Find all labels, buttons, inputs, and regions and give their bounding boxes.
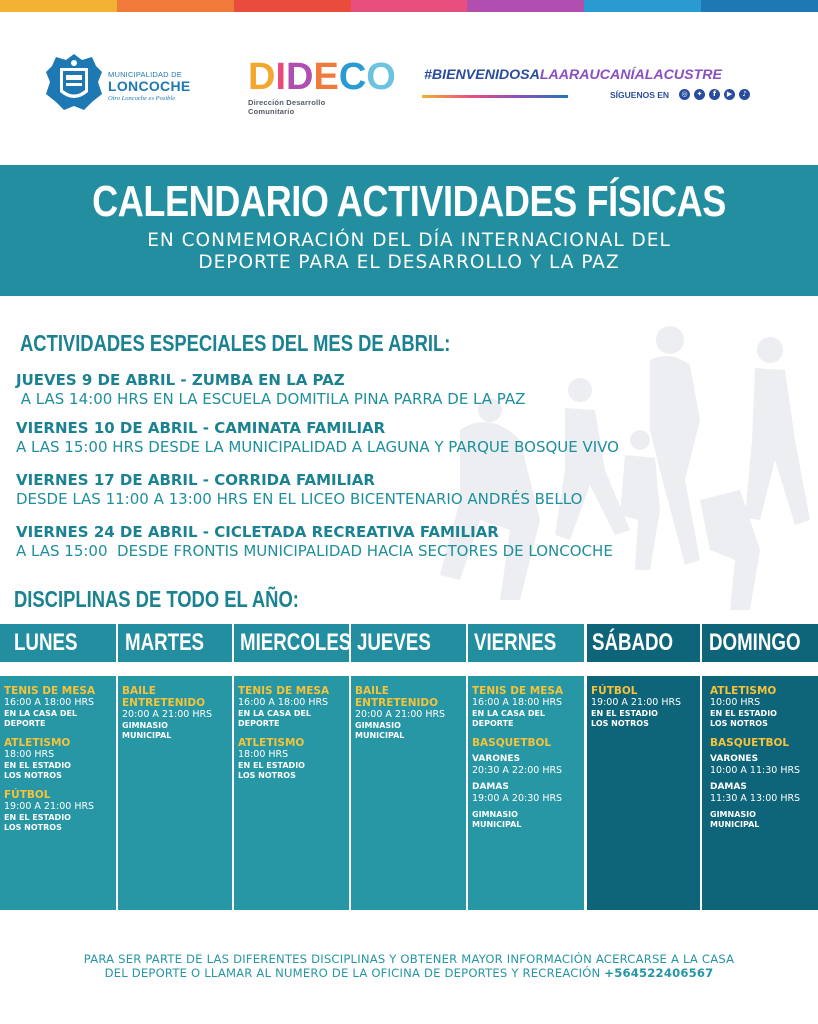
day-divider bbox=[116, 624, 118, 662]
event-title: VIERNES 24 DE ABRIL - CICLETADA RECREATIVA FAMILIAR bbox=[16, 523, 499, 541]
stripe bbox=[234, 0, 351, 12]
social-follow bbox=[610, 89, 750, 100]
event-title: JUEVES 9 DE ABRIL - ZUMBA EN LA PAZ bbox=[16, 371, 345, 389]
activity-place: MUNICIPAL bbox=[122, 730, 172, 740]
contact-phone[interactable]: +564522406567 bbox=[604, 966, 714, 980]
activity-group: VARONES bbox=[472, 754, 521, 764]
activity-time: 20:00 A 21:00 HRS bbox=[355, 709, 446, 720]
hashtag bbox=[424, 67, 722, 83]
activity-name: ATLETISMO bbox=[4, 737, 71, 749]
activity-time: 16:00 A 18:00 HRS bbox=[472, 697, 563, 708]
hashtag-highlight: LAARAUCANÍALACUSTRE bbox=[539, 67, 722, 83]
event-description: A LAS 15:00 DESDE FRONTIS MUNICIPALIDAD HACIA SECTORES DE LONCOCHE bbox=[16, 542, 613, 560]
activity-name: ATLETISMO bbox=[238, 737, 305, 749]
day-label: JUEVES bbox=[357, 629, 431, 656]
day-header-viernes bbox=[474, 624, 579, 662]
municipality-label: MUNICIPALIDAD DE bbox=[108, 70, 182, 79]
activity-place: EN EL ESTADIO bbox=[4, 761, 71, 770]
hashtag-prefix: #BIENVENIDOSA bbox=[424, 67, 540, 83]
dideco-wordmark bbox=[248, 56, 396, 98]
title-banner bbox=[0, 165, 818, 296]
event-description: DESDE LAS 11:00 A 13:00 HRS EN EL LICEO BICENTENARIO ANDRÉS BELLO bbox=[16, 490, 583, 508]
day-divider bbox=[584, 624, 587, 662]
athletes-silhouette-image bbox=[400, 320, 818, 620]
schedule-column-domingo bbox=[702, 676, 818, 910]
activity-name: BAILE bbox=[355, 685, 389, 697]
dideco-letter: E bbox=[313, 56, 339, 98]
activity-time: 10:00 HRS bbox=[710, 697, 761, 708]
activity-time: 10:00 A 11:30 HRS bbox=[710, 765, 801, 776]
footer-line2-text: DEL DEPORTE O LLAMAR AL NUMERO DE LA OFICINA DE DEPORTES Y RECREACIÓN bbox=[104, 966, 605, 980]
activity-place: EN LA CASA DEL bbox=[238, 709, 312, 718]
activity-place: LOS NOTROS bbox=[4, 822, 62, 832]
activity-name: TENIS DE MESA bbox=[472, 685, 564, 697]
footer-line2 bbox=[20, 966, 798, 980]
activity-time: 19:00 A 20:30 HRS bbox=[472, 793, 563, 804]
activity-time: 20:30 A 22:00 HRS bbox=[472, 765, 563, 776]
day-header-sabado bbox=[592, 624, 696, 662]
activity-group: DAMAS bbox=[472, 782, 509, 792]
day-label: LUNES bbox=[14, 629, 78, 656]
activity-name: TENIS DE MESA bbox=[4, 685, 96, 697]
stripe bbox=[0, 0, 117, 12]
municipality-slogan: Otro Loncoche es Posible bbox=[108, 95, 176, 102]
activity-place: LOS NOTROS bbox=[238, 770, 296, 780]
dideco-letter: C bbox=[338, 56, 367, 98]
dideco-letter: D bbox=[286, 56, 314, 98]
youtube-icon[interactable]: ▶ bbox=[724, 89, 735, 100]
schedule-column-viernes bbox=[468, 676, 584, 910]
activity-name: BAILE bbox=[122, 685, 156, 697]
day-header-lunes bbox=[14, 624, 95, 662]
schedule-column-lunes bbox=[0, 676, 116, 910]
activity-place: GIMNASIO bbox=[472, 810, 518, 819]
activity-place: EN EL ESTADIO bbox=[4, 813, 71, 822]
activity-place: EN EL ESTADIO bbox=[710, 709, 777, 718]
instagram-icon[interactable]: ◎ bbox=[679, 89, 690, 100]
activity-group: VARONES bbox=[710, 754, 759, 764]
activity-name: ATLETISMO bbox=[710, 685, 777, 697]
hashtag-underline bbox=[422, 95, 568, 98]
dideco-letter: I bbox=[275, 56, 287, 98]
activity-time: 16:00 A 18:00 HRS bbox=[238, 697, 329, 708]
footer-line1: PARA SER PARTE DE LAS DIFERENTES DISCIPLINAS Y OBTENER MAYOR INFORMACIÓN ACERCARSE A LA CASA bbox=[83, 952, 735, 966]
day-divider bbox=[700, 624, 702, 662]
activity-name: BASQUETBOL bbox=[710, 737, 790, 749]
event-description: A LAS 15:00 HRS DESDE LA MUNICIPALIDAD A LAGUNA Y PARQUE BOSQUE VIVO bbox=[16, 438, 619, 456]
dideco-logo bbox=[248, 56, 396, 116]
activity-time: 16:00 A 18:00 HRS bbox=[4, 697, 95, 708]
municipality-name: LONCOCHE bbox=[108, 78, 191, 94]
day-divider bbox=[466, 624, 468, 662]
activity-place: DEPORTE bbox=[238, 718, 280, 728]
activity-place: GIMNASIO bbox=[355, 721, 401, 730]
activity-place: MUNICIPAL bbox=[355, 730, 405, 740]
stripe bbox=[351, 0, 468, 12]
activity-place: EN EL ESTADIO bbox=[238, 761, 305, 770]
tiktok-icon[interactable]: ♪ bbox=[739, 89, 750, 100]
day-label: VIERNES bbox=[474, 629, 557, 656]
stripe bbox=[117, 0, 234, 12]
activity-time: 19:00 A 21:00 HRS bbox=[591, 697, 682, 708]
activity-place: EN LA CASA DEL bbox=[472, 709, 546, 718]
schedule-column-jueves bbox=[351, 676, 466, 910]
activity-place: EN EL ESTADIO bbox=[591, 709, 658, 718]
activity-place: LOS NOTROS bbox=[4, 770, 62, 780]
activity-place: DEPORTE bbox=[472, 718, 514, 728]
event-title: VIERNES 10 DE ABRIL - CAMINATA FAMILIAR bbox=[16, 419, 386, 437]
day-header-jueves bbox=[357, 624, 452, 662]
event-item bbox=[16, 371, 525, 408]
activity-name: TENIS DE MESA bbox=[238, 685, 330, 697]
day-label: MARTES bbox=[125, 629, 205, 656]
follow-label: SÍGUENOS EN bbox=[610, 89, 670, 100]
activity-group: DAMAS bbox=[710, 782, 747, 792]
event-item bbox=[16, 523, 613, 560]
day-divider bbox=[232, 624, 234, 662]
day-label: DOMINGO bbox=[709, 629, 801, 656]
event-item bbox=[16, 471, 582, 508]
stripe bbox=[467, 0, 584, 12]
activity-name: ENTRETENIDO bbox=[355, 697, 439, 709]
municipality-logo bbox=[44, 52, 194, 116]
activity-time: 18:00 HRS bbox=[4, 749, 55, 760]
day-label: MIERCOLES bbox=[240, 629, 352, 656]
activity-time: 18:00 HRS bbox=[238, 749, 289, 760]
top-color-stripes bbox=[0, 0, 818, 12]
twitter-icon[interactable]: ✦ bbox=[694, 89, 705, 100]
activity-place: EN LA CASA DEL bbox=[4, 709, 78, 718]
activity-place: GIMNASIO bbox=[122, 721, 168, 730]
activity-place: DEPORTE bbox=[4, 718, 46, 728]
schedule-column-sabado bbox=[587, 676, 700, 910]
activity-time: 19:00 A 21:00 HRS bbox=[4, 801, 95, 812]
activity-name: ENTRETENIDO bbox=[122, 697, 206, 709]
day-header-domingo bbox=[709, 624, 818, 662]
day-label: SÁBADO bbox=[592, 629, 674, 656]
stripe bbox=[584, 0, 701, 12]
activity-place: MUNICIPAL bbox=[472, 819, 522, 829]
event-title: VIERNES 17 DE ABRIL - CORRIDA FAMILIAR bbox=[16, 471, 375, 489]
footer-info bbox=[20, 952, 798, 980]
activity-name: FÚTBOL bbox=[591, 685, 638, 697]
municipality-crest-icon bbox=[44, 52, 104, 114]
weekday-header-row bbox=[0, 624, 818, 662]
activity-place: LOS NOTROS bbox=[710, 718, 768, 728]
activity-place: LOS NOTROS bbox=[591, 718, 649, 728]
event-description: A LAS 14:00 HRS EN LA ESCUELA DOMITILA PINA PARRA DE LA PAZ bbox=[16, 390, 526, 408]
stripe bbox=[701, 0, 818, 12]
activity-name: BASQUETBOL bbox=[472, 737, 552, 749]
day-header-martes bbox=[125, 624, 226, 662]
facebook-icon[interactable]: f bbox=[709, 89, 720, 100]
activity-place: GIMNASIO bbox=[710, 810, 756, 819]
dideco-letter: O bbox=[366, 56, 396, 98]
banner-subtitle-line1: EN CONMEMORACIÓN DEL DÍA INTERNACIONAL DEL bbox=[147, 230, 671, 251]
activity-time: 20:00 A 21:00 HRS bbox=[122, 709, 213, 720]
yearly-disciplines-heading: DISCIPLINAS DE TODO EL AÑO: bbox=[14, 586, 299, 612]
banner-subtitle-line2: DEPORTE PARA EL DESARROLLO Y LA PAZ bbox=[198, 252, 620, 273]
schedule-column-martes bbox=[118, 676, 232, 910]
schedule-column-miercoles bbox=[234, 676, 349, 910]
event-item bbox=[16, 419, 619, 456]
page-title: CALENDARIO ACTIVIDADES FÍSICAS bbox=[92, 177, 726, 226]
dideco-letter: D bbox=[248, 56, 276, 98]
activity-place: MUNICIPAL bbox=[710, 819, 760, 829]
dideco-subtitle: Dirección Desarrollo Comunitario bbox=[248, 98, 326, 116]
special-activities-heading: ACTIVIDADES ESPECIALES DEL MES DE ABRIL: bbox=[20, 330, 451, 356]
activity-time: 11:30 A 13:00 HRS bbox=[710, 793, 801, 804]
activity-name: FÚTBOL bbox=[4, 789, 51, 801]
